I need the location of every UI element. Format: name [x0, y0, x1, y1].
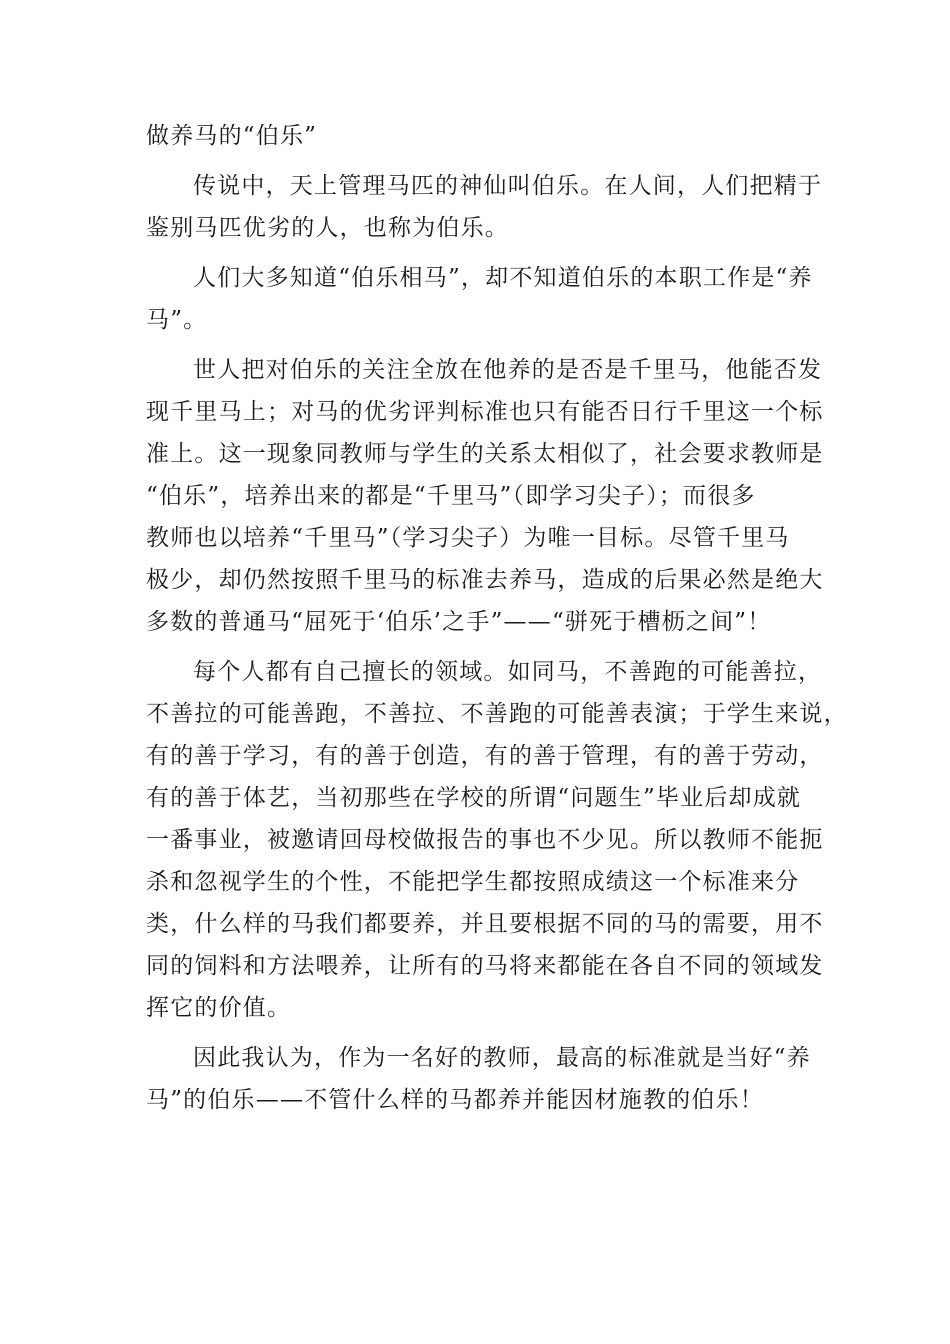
- paragraph-line: 不善拉的可能善跑，不善拉、不善跑的可能善表演；于学生来说，: [146, 701, 848, 727]
- paragraph-line: 杀和忽视学生的个性，不能把学生都按照成绩这一个标准来分: [146, 869, 800, 895]
- paragraph-line: 马”。: [146, 307, 208, 333]
- paragraph-line: 人们大多知道“伯乐相马”，却不知道伯乐的本职工作是“养: [193, 265, 813, 291]
- paragraph-line: 鉴别马匹优劣的人，也称为伯乐。: [146, 215, 509, 241]
- paragraph-line: 每个人都有自己擅长的领域。如同马，不善跑的可能善拉，: [193, 659, 823, 685]
- paragraph-line: 准上。这一现象同教师与学生的关系太相似了，社会要求教师是: [146, 441, 824, 467]
- paragraph: [146, 1037, 816, 1121]
- paragraph-line: “伯乐”，培养出来的都是“千里马”（即学习尖子）；而很多: [146, 483, 756, 509]
- document-body: [146, 115, 848, 1121]
- paragraph: [146, 651, 848, 1029]
- paragraph-line: 多数的普通马“屈死于‘伯乐’之手”——“骈死于槽枥之间”！: [146, 609, 772, 635]
- paragraph-line: 一番事业，被邀请回母校做报告的事也不少见。所以教师不能扼: [146, 827, 824, 853]
- paragraph: [146, 165, 823, 249]
- paragraph-line: 世人把对伯乐的关注全放在他养的是否是千里马，他能否发: [193, 357, 823, 383]
- paragraph: [146, 349, 824, 643]
- paragraph-line: 因此我认为，作为一名好的教师，最高的标准就是当好“养: [193, 1045, 811, 1071]
- paragraph-line: 传说中，天上管理马匹的神仙叫伯乐。在人间，人们把精于: [193, 173, 823, 199]
- paragraph-spacer: [146, 643, 816, 651]
- paragraph-spacer: [146, 249, 816, 257]
- paragraph-line: 类，什么样的马我们都要养，并且要根据不同的马的需要，用不: [146, 911, 824, 937]
- paragraph-line: 有的善于体艺，当初那些在学校的所谓“问题生”毕业后却成就: [146, 785, 802, 811]
- paragraph-spacer: [146, 341, 816, 349]
- paragraph-line: 同的饲料和方法喂养，让所有的马将来都能在各自不同的领域发: [146, 953, 824, 979]
- document-title: 做养马的“伯乐”: [146, 123, 318, 149]
- paragraph-line: 马”的伯乐——不管什么样的马都养并能因材施教的伯乐！: [146, 1087, 764, 1113]
- paragraph-line: 现千里马上；对马的优劣评判标准也只有能否日行千里这一个标: [146, 399, 824, 425]
- paragraph-spacer: [146, 157, 816, 165]
- paragraph-line: 极少，却仍然按照千里马的标准去养马，造成的后果必然是绝大: [146, 567, 824, 593]
- paragraph-spacer: [146, 1029, 816, 1037]
- paragraph: [146, 257, 816, 341]
- paragraph-line: 教师也以培养“千里马”（学习尖子）为唯一目标。尽管千里马: [146, 525, 790, 551]
- paragraph-line: 有的善于学习，有的善于创造，有的善于管理，有的善于劳动，: [146, 743, 824, 769]
- paragraph-line: 挥它的价值。: [146, 995, 292, 1021]
